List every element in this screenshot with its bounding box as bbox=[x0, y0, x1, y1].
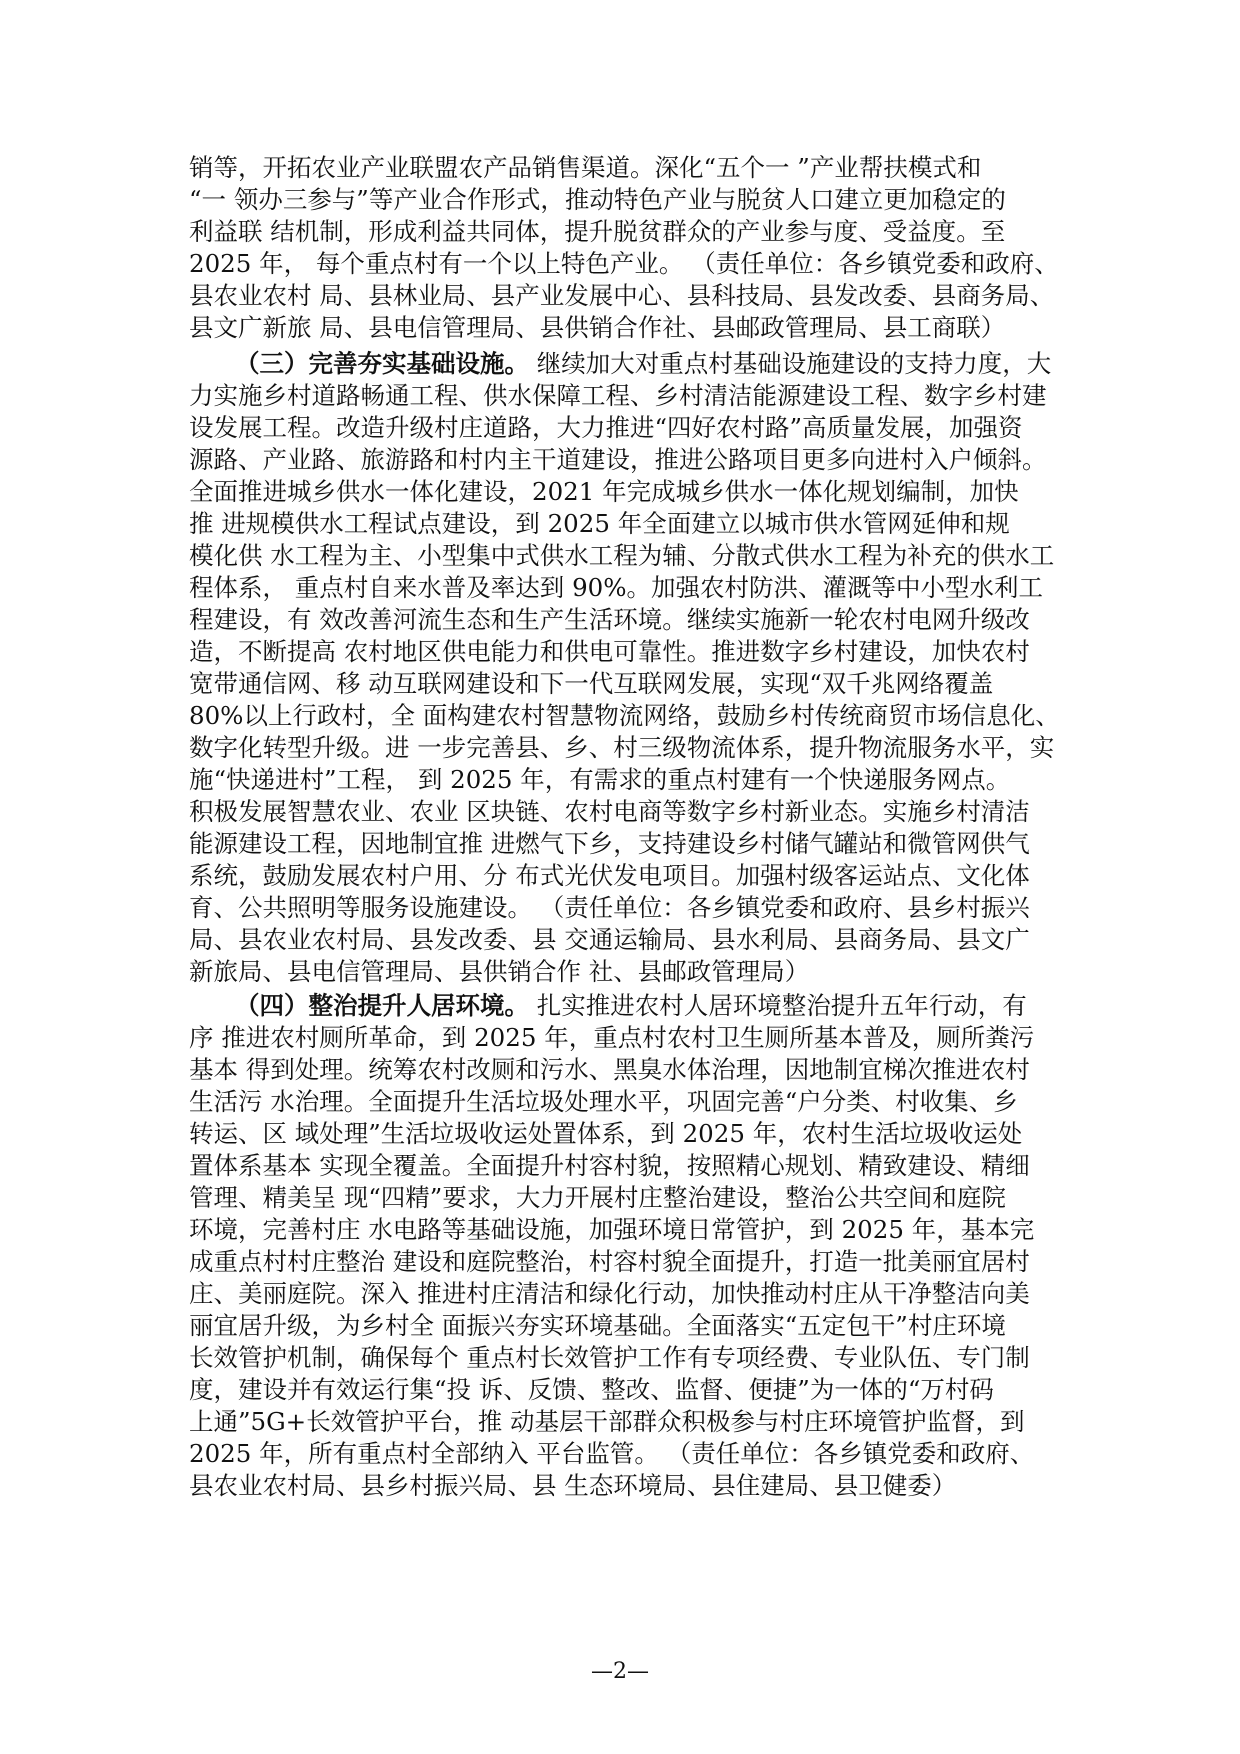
text-line: 置体系基本 实现全覆盖。全面提升村容村貌，按照精心规划、精致建设、精细 bbox=[189, 1151, 1030, 1180]
text-line: 力实施乡村道路畅通工程、供水保障工程、乡村清洁能源建设工程、数字乡村建 bbox=[189, 381, 1047, 410]
text-line: 县文广新旅 局、县电信管理局、县供销合作社、县邮政管理局、县工商联） bbox=[189, 313, 1006, 342]
section-heading: （三）完善夯实基础设施。 bbox=[235, 349, 529, 378]
text-line: 设发展工程。改造升级村庄道路，大力推进“四好农村路”高质量发展，加强资 bbox=[189, 413, 1023, 442]
text-line: 源路、产业路、旅游路和村内主干道建设，推进公路项目更多向进村入户倾斜。 bbox=[189, 445, 1047, 474]
text-run: 扎实推进农村人居环境整治提升五年行动，有 bbox=[529, 991, 1027, 1020]
text-line: 利益联 结机制，形成利益共同体，提升脱贫群众的产业参与度、受益度。至 bbox=[189, 217, 1006, 246]
text-line: 县农业农村局、县乡村振兴局、县 生态环境局、县住建局、县卫健委） bbox=[189, 1471, 957, 1500]
text-line: 积极发展智慧农业、农业 区块链、农村电商等数字乡村新业态。实施乡村清洁 bbox=[189, 797, 1030, 826]
text-line: 新旅局、县电信管理局、县供销合作 社、县邮政管理局） bbox=[189, 957, 810, 986]
text-line: 80%以上行政村，全 面构建农村智慧物流网络，鼓励乡村传统商贸市场信息化、 bbox=[189, 701, 1060, 730]
text-line: 上通”5G+长效管护平台，推 动基层干部群众积极参与村庄环境管护监督，到 bbox=[189, 1407, 1025, 1436]
text-line: 生活污 水治理。全面提升生活垃圾处理水平，巩固完善“户分类、村收集、乡 bbox=[189, 1087, 1018, 1116]
text-line: 育、公共照明等服务设施建设。 （责任单位：各乡镇党委和政府、县乡村振兴 bbox=[189, 893, 1030, 922]
text-line: 序 推进农村厕所革命，到 2025 年，重点村农村卫生厕所基本普及，厕所粪污 bbox=[189, 1023, 1035, 1052]
paragraph-section-4 bbox=[189, 990, 1051, 1502]
text-line bbox=[189, 990, 1051, 1022]
text-line: 县农业农村 局、县林业局、县产业发展中心、县科技局、县发改委、县商务局、 bbox=[189, 281, 1055, 310]
text-line: 宽带通信网、移 动互联网建设和下一代互联网发展，实现“双千兆网络覆盖 bbox=[189, 669, 994, 698]
text-line: 环境，完善村庄 水电路等基础设施，加强环境日常管护，到 2025 年，基本完 bbox=[189, 1215, 1035, 1244]
text-line: 2025 年，所有重点村全部纳入 平台监管。 （责任单位：各乡镇党委和政府、 bbox=[189, 1439, 1035, 1468]
text-line: 转运、区 域处理”生活垃圾收运处置体系，到 2025 年，农村生活垃圾收运处 bbox=[189, 1119, 1023, 1148]
text-line: 模化供 水工程为主、小型集中式供水工程为辅、分散式供水工程为补充的供水工 bbox=[189, 541, 1055, 570]
text-line: 销等，开拓农业产业联盟农产品销售渠道。深化“五个一 ”产业帮扶模式和 bbox=[189, 153, 982, 182]
text-line: “一 领办三参与”等产业合作形式，推动特色产业与脱贫人口建立更加稳定的 bbox=[189, 185, 1006, 214]
text-line: 成重点村村庄整治 建设和庭院整治，村容村貌全面提升，打造一批美丽宜居村 bbox=[189, 1247, 1030, 1276]
section-heading: （四）整治提升人居环境。 bbox=[235, 991, 529, 1020]
text-line: 长效管护机制，确保每个 重点村长效管护工作有专项经费、专业队伍、专门制 bbox=[189, 1343, 1030, 1372]
text-line bbox=[189, 348, 1051, 380]
text-line: 推 进规模供水工程试点建设，到 2025 年全面建立以城市供水管网延伸和规 bbox=[189, 509, 1010, 538]
text-line: 程体系， 重点村自来水普及率达到 90%。加强农村防洪、灌溉等中小型水利工 bbox=[189, 573, 1044, 602]
paragraph-section-3 bbox=[189, 348, 1060, 988]
text-line: 局、县农业农村局、县发改委、县 交通运输局、县水利局、县商务局、县文广 bbox=[189, 925, 1030, 954]
text-line: 程建设，有 效改善河流生态和生产生活环境。继续实施新一轮农村电网升级改 bbox=[189, 605, 1030, 634]
text-line: 系统，鼓励发展农村户用、分 布式光伏发电项目。加强村级客运站点、文化体 bbox=[189, 861, 1030, 890]
page-number: —2— bbox=[591, 1659, 649, 1684]
paragraph-continuation bbox=[189, 152, 1059, 344]
text-line: 基本 得到处理。统筹农村改厕和污水、黑臭水体治理，因地制宜梯次推进农村 bbox=[189, 1055, 1030, 1084]
text-line: 庄、美丽庭院。深入 推进村庄清洁和绿化行动，加快推动村庄从干净整洁向美 bbox=[189, 1279, 1030, 1308]
text-line: 能源建设工程，因地制宜推 进燃气下乡，支持建设乡村储气罐站和微管网供气 bbox=[189, 829, 1030, 858]
text-line: 2025 年， 每个重点村有一个以上特色产业。 （责任单位：各乡镇党委和政府、 bbox=[189, 249, 1059, 278]
text-line: 全面推进城乡供水一体化建设，2021 年完成城乡供水一体化规划编制，加快 bbox=[189, 477, 1019, 506]
text-line: 施“快递进村”工程， 到 2025 年，有需求的重点村建有一个快递服务网点。 bbox=[189, 765, 1011, 794]
text-line: 数字化转型升级。进 一步完善县、乡、村三级物流体系，提升物流服务水平，实 bbox=[189, 733, 1055, 762]
text-line: 丽宜居升级，为乡村全 面振兴夯实环境基础。全面落实“五定包干”村庄环境 bbox=[189, 1311, 1006, 1340]
text-run: 继续加大对重点村基础设施建设的支持力度，大 bbox=[529, 349, 1052, 378]
text-line: 管理、精美呈 现“四精”要求，大力开展村庄整治建设，整治公共空间和庭院 bbox=[189, 1183, 1006, 1212]
text-line: 度，建设并有效运行集“投 诉、反馈、整改、监督、便捷”为一体的“万村码 bbox=[189, 1375, 994, 1404]
text-line: 造，不断提高 农村地区供电能力和供电可靠性。推进数字乡村建设，加快农村 bbox=[189, 637, 1030, 666]
